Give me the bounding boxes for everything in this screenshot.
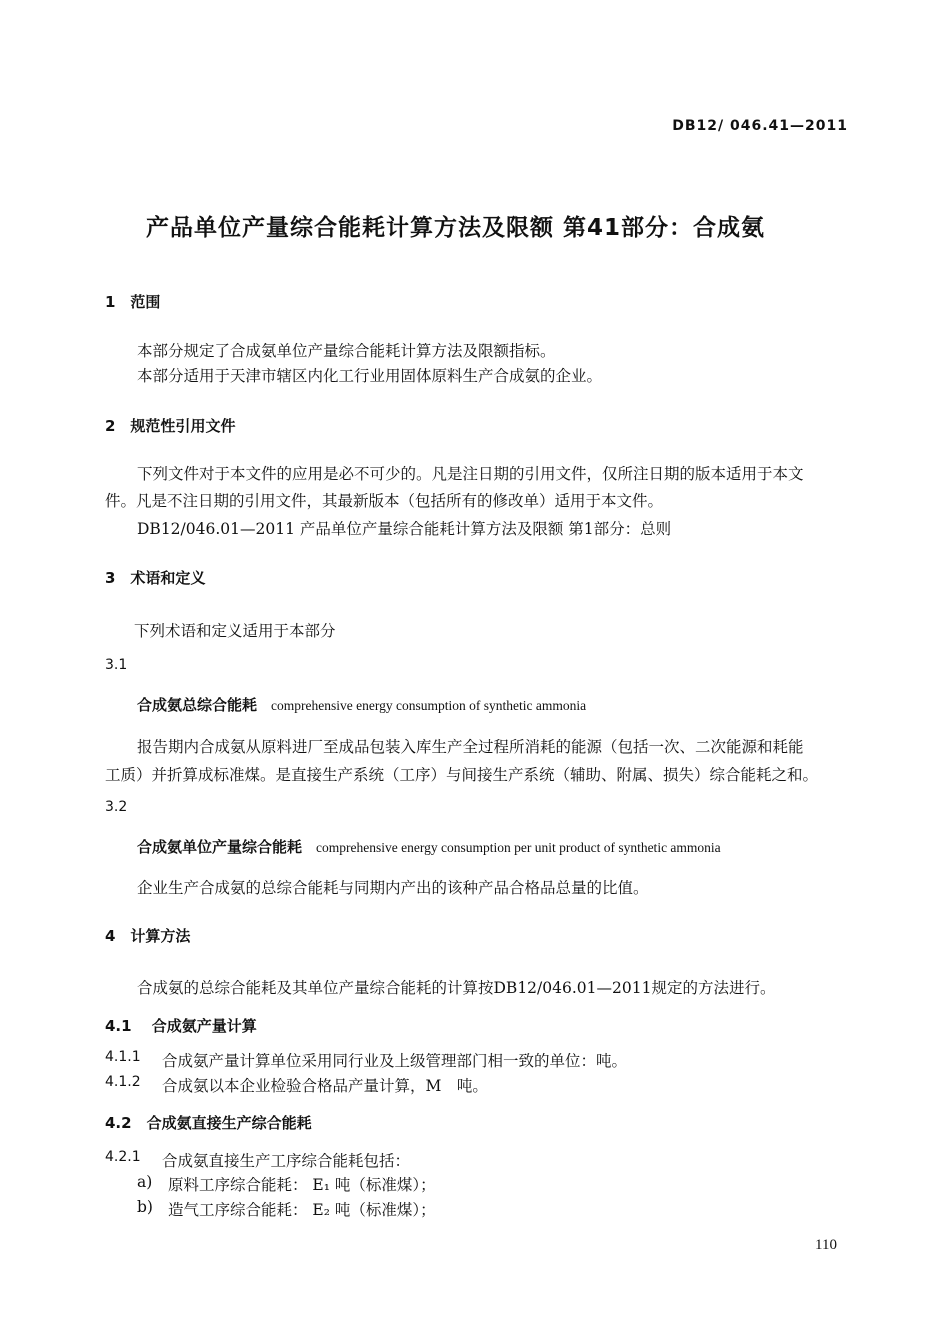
term-3-1-number: 3.1 [105,657,128,673]
section-1-para-1: 本部分规定了合成氨单位产量综合能耗计算方法及限额指标。 [137,342,556,360]
term-3-2-definition: 企业生产合成氨的总综合能耗与同期内产出的该种产品合格品总量的比值。 [137,879,649,897]
section-4-heading: 4 计算方法 [105,927,191,945]
list-item-b-text: 造气工序综合能耗： E₂ 吨（标准煤）； [168,1201,436,1219]
page-title: 产品单位产量综合能耗计算方法及限额 第41部分：合成氨 [146,215,766,241]
clause-4-1-2-text: 合成氨以本企业检验合格品产量计算，M 吨。 [162,1077,488,1095]
term-3-2-chinese: 合成氨单位产量综合能耗 [137,838,303,856]
standard-code: DB12/ 046.41—2011 [672,118,848,134]
list-item-a-text: 原料工序综合能耗： E₁ 吨（标准煤）； [168,1176,436,1194]
section-1-heading: 1 范围 [105,293,161,311]
section-2-para-line-1: 下列文件对于本文件的应用是必不可少的。凡是注日期的引用文件，仅所注日期的版本适用于本文 [137,465,804,483]
term-3-1-english: comprehensive energy consumption of synthetic ammonia [271,698,587,713]
section-4-intro: 合成氨的总综合能耗及其单位产量综合能耗的计算按DB12/046.01—2011规定的方法进行。 [137,979,776,997]
term-3-1-definition-line-1: 报告期内合成氨从原料进厂至成品包装入库生产全过程所消耗的能源（包括一次、二次能源和耗能 [137,738,804,756]
term-3-1-chinese: 合成氨总综合能耗 [137,696,258,714]
clause-4-1-2-number: 4.1.2 [105,1074,141,1090]
term-3-2-english: comprehensive energy consumption per unit product of synthetic ammonia [316,840,721,855]
term-3-1 [137,694,586,715]
normative-reference: DB12/046.01—2011 产品单位产量综合能耗计算方法及限额 第1部分：总则 [137,520,672,538]
section-3-heading: 3 术语和定义 [105,569,206,587]
clause-4-1-1-number: 4.1.1 [105,1049,141,1065]
list-item-a-label: a) [137,1173,153,1191]
term-3-1-definition-line-2: 工质）并折算成标准煤。是直接生产系统（工序）与间接生产系统（辅助、附属、损失）综合能耗之和。 [105,766,819,784]
section-2-para-line-2: 件。凡是不注日期的引用文件，其最新版本（包括所有的修改单）适用于本文件。 [105,492,664,510]
clause-4-2-1-text: 合成氨直接生产工序综合能耗包括： [162,1152,411,1170]
section-3-intro: 下列术语和定义适用于本部分 [134,622,336,640]
term-3-2-number: 3.2 [105,799,128,815]
list-item-b-label: b) [137,1198,153,1216]
section-4-1-heading: 4.1 合成氨产量计算 [105,1017,257,1035]
section-4-2-heading: 4.2 合成氨直接生产综合能耗 [105,1114,312,1132]
term-3-2 [137,836,721,857]
section-2-heading: 2 规范性引用文件 [105,417,236,435]
page-number: 110 [815,1237,837,1253]
clause-4-1-1-text: 合成氨产量计算单位采用同行业及上级管理部门相一致的单位：吨。 [162,1052,628,1070]
clause-4-2-1-number: 4.2.1 [105,1149,141,1165]
section-1-para-2: 本部分适用于天津市辖区内化工行业用固体原料生产合成氨的企业。 [137,367,603,385]
